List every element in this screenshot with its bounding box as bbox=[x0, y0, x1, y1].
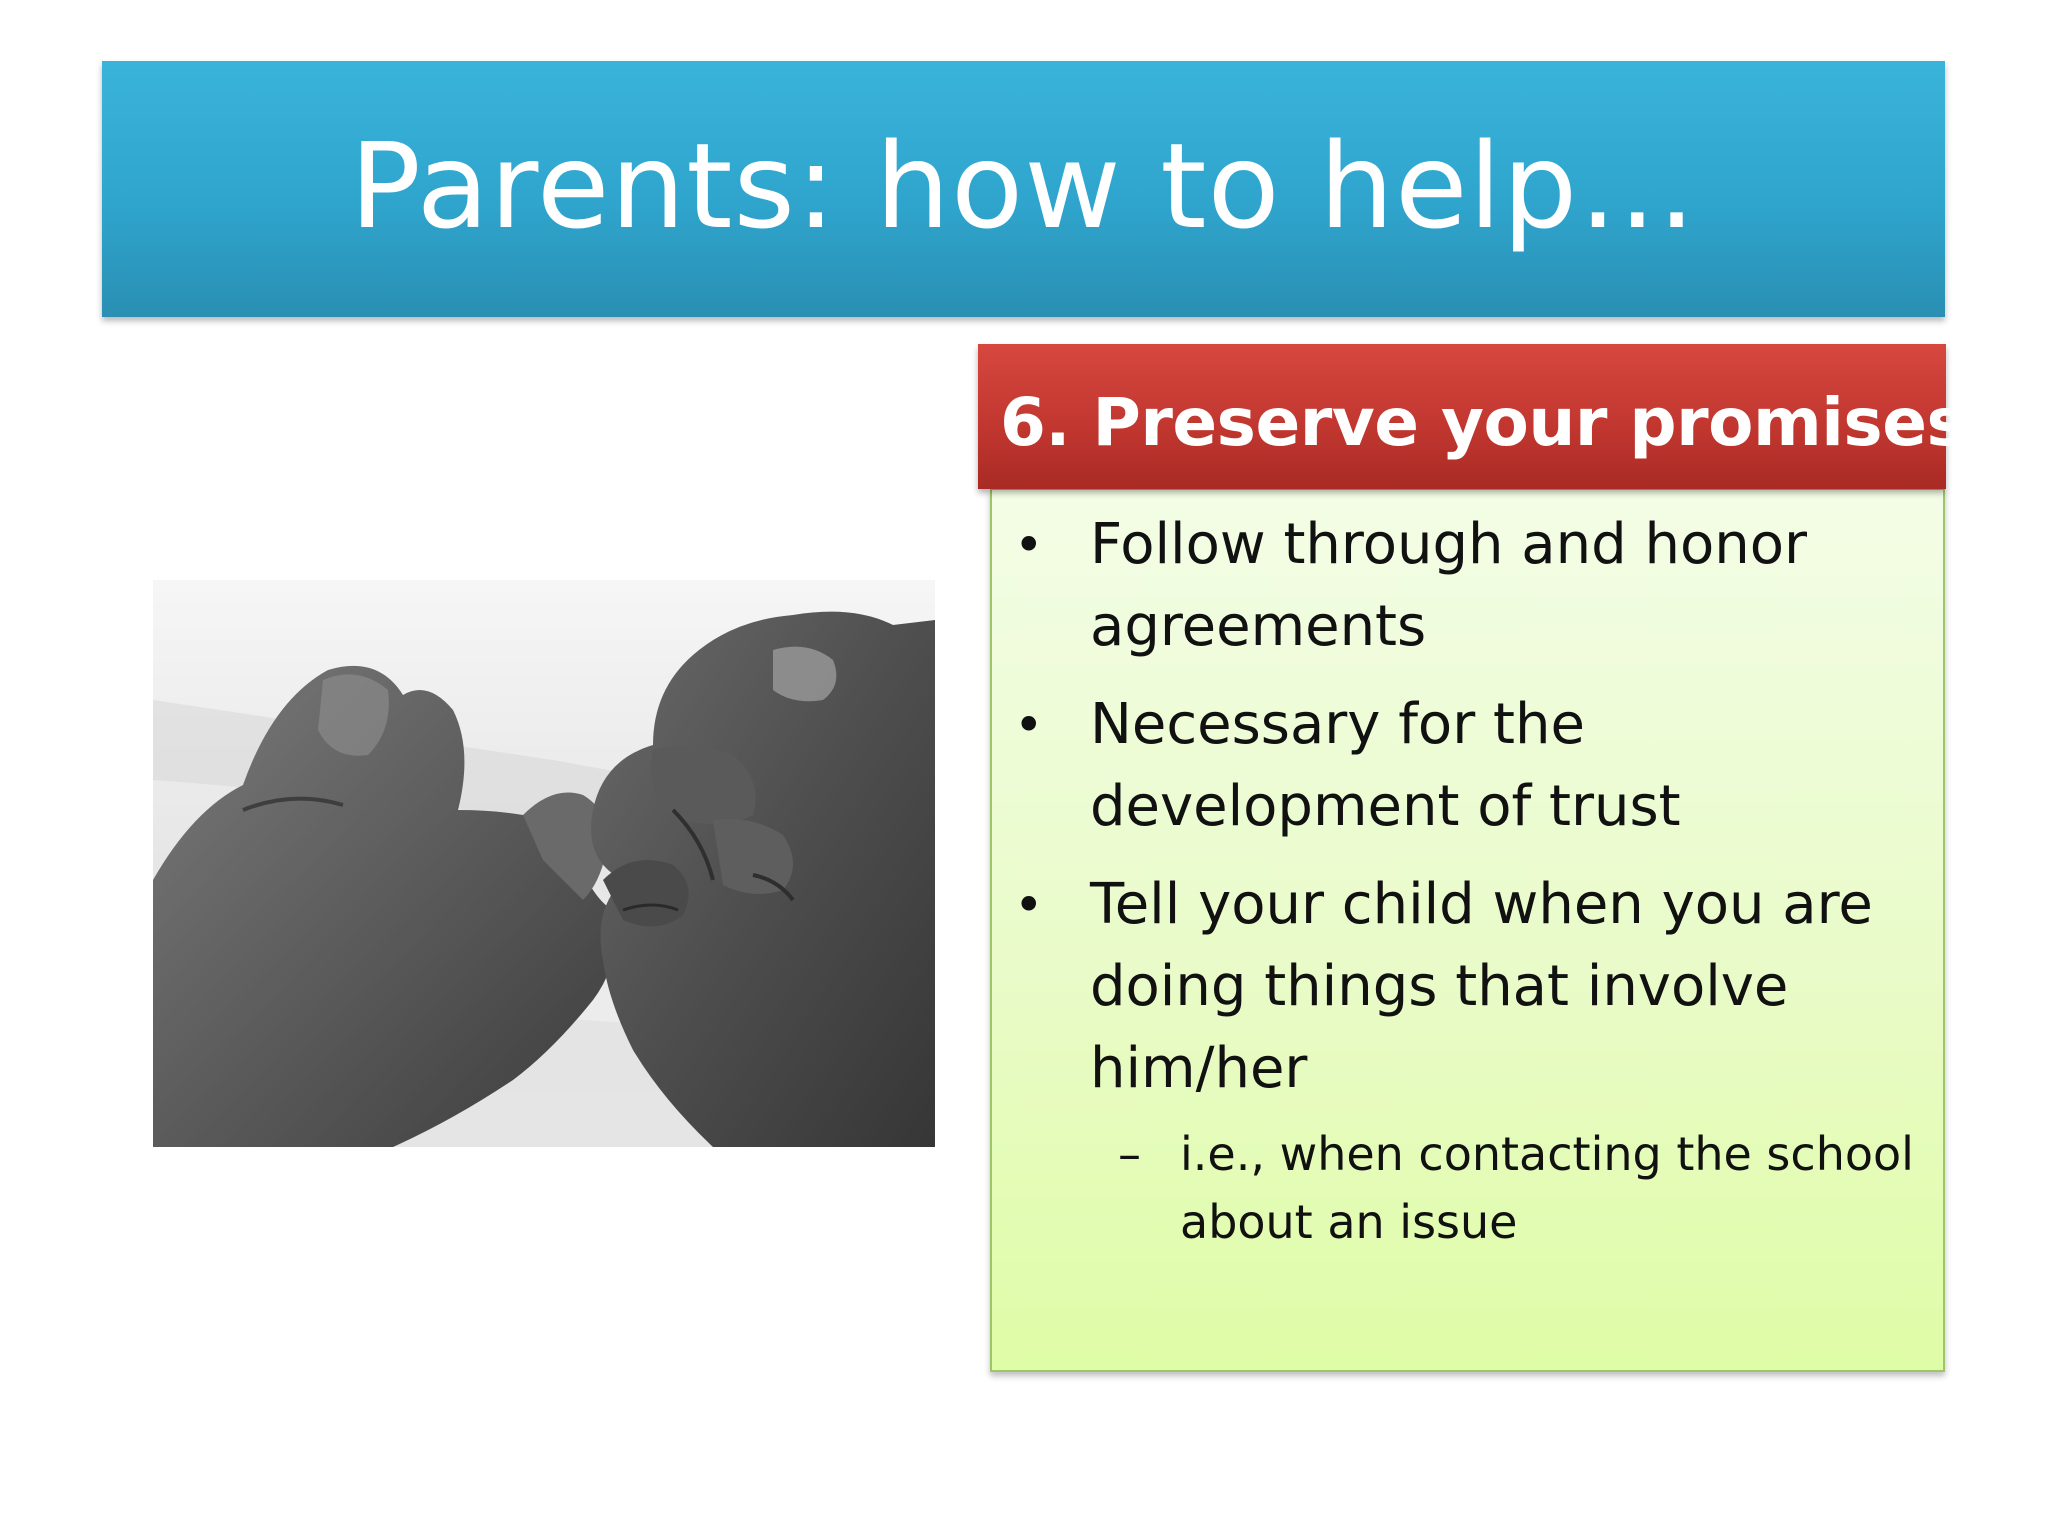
bullet-text: Tell your child when you are doing things that involve him/her bbox=[1090, 872, 1873, 1101]
bullet-marker: • bbox=[1014, 876, 1044, 934]
heading-box bbox=[978, 344, 1966, 489]
sub-bullet-marker: – bbox=[1118, 1127, 1141, 1181]
bullet-item bbox=[992, 684, 1943, 848]
section-heading: 6. Preserve your promises bbox=[1000, 384, 1966, 461]
content-box bbox=[990, 488, 1945, 1372]
sub-bullet-item bbox=[992, 1120, 1943, 1256]
sub-bullet-text: i.e., when contacting the school about an issue bbox=[1180, 1127, 1914, 1249]
bullet-list bbox=[992, 504, 1943, 1256]
pinky-promise-photo bbox=[153, 580, 935, 1147]
bullet-marker: • bbox=[1014, 696, 1044, 754]
bullet-text: Follow through and honor agreements bbox=[1090, 512, 1807, 659]
bullet-marker: • bbox=[1014, 516, 1044, 574]
bullet-item bbox=[992, 864, 1943, 1110]
bullet-item bbox=[992, 504, 1943, 668]
bullet-text: Necessary for the development of trust bbox=[1090, 692, 1681, 839]
slide-title: Parents: how to help… bbox=[349, 117, 1698, 255]
title-bar bbox=[102, 61, 1945, 317]
